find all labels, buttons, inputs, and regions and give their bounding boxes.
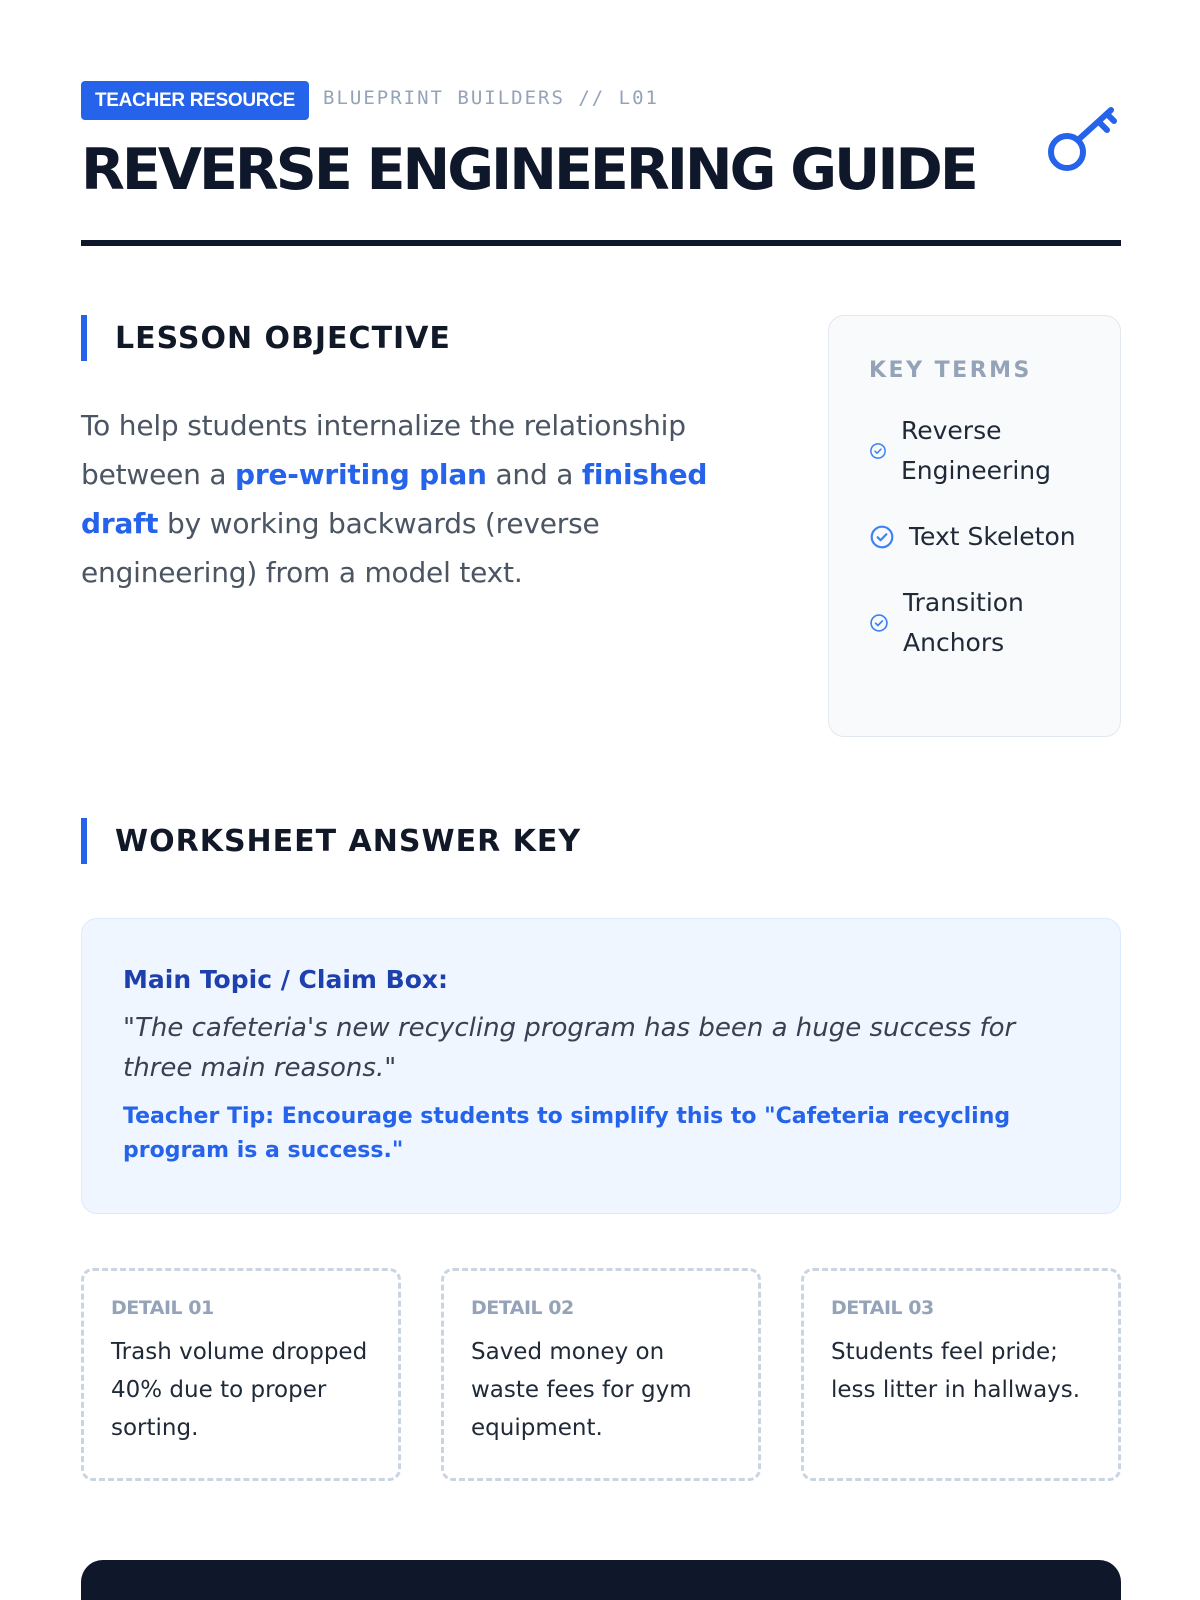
claim-label: Main Topic / Claim Box: [123,965,449,994]
objective-highlight-draft: finished draft [81,458,708,540]
key-terms-card [828,315,1121,737]
detail-label: DETAIL 03 [831,1297,934,1319]
section-accent-bar [81,315,87,361]
claim-box [81,918,1121,1214]
key-terms-title: KEY TERMS [869,358,1032,383]
series-code: BLUEPRINT BUILDERS // L01 [323,86,659,109]
objective-highlight-plan: pre-writing plan [235,458,487,491]
teacher-guide-page [81,0,1121,1600]
key-term-label: Text Skeleton [909,522,1076,551]
section-title: LESSON OBJECTIVE [115,320,451,356]
objective-text-part: by working backwards (reverse engineering) from a model text. [81,507,600,589]
answer-key-heading [81,818,581,864]
page-title: REVERSE ENGINEERING GUIDE [81,137,976,203]
key-icon [1041,100,1121,180]
key-term-item [869,517,1120,557]
header-meta [81,81,659,120]
objective-text [81,401,721,597]
header-divider [81,240,1121,246]
objective-text-part: and a [486,458,582,491]
section-accent-bar [81,818,87,864]
teacher-resource-badge: TEACHER RESOURCE [81,81,309,120]
check-circle-icon [869,442,887,460]
lesson-objective-heading [81,315,451,361]
footer-band [81,1560,1121,1600]
objective-text-part: To help students internalize the relationship between a [81,409,686,491]
key-term-item [869,411,1120,491]
teacher-tip: Teacher Tip: Encourage students to simplify this to "Cafeteria recycling program is a success." [123,1104,1011,1163]
detail-text: Saved money on waste fees for gym equipment. [471,1339,692,1441]
key-term-item [869,583,1120,663]
detail-text: Trash volume dropped 40% due to proper sorting. [111,1339,368,1441]
key-term-label: Transition Anchors [903,588,1024,657]
section-title: WORKSHEET ANSWER KEY [115,823,582,859]
detail-label: DETAIL 01 [111,1297,214,1319]
detail-label: DETAIL 02 [471,1297,574,1319]
detail-card [801,1268,1121,1481]
check-circle-icon [869,613,889,633]
detail-text: Students feel pride; less litter in hallways. [831,1339,1081,1403]
key-term-label: Reverse Engineering [901,416,1051,485]
detail-card [441,1268,761,1481]
check-circle-icon [869,524,895,550]
details-row [81,1268,1121,1481]
claim-quote: "The cafeteria's new recycling program has been a huge success for three main reasons." [123,1013,1016,1083]
detail-card [81,1268,401,1481]
